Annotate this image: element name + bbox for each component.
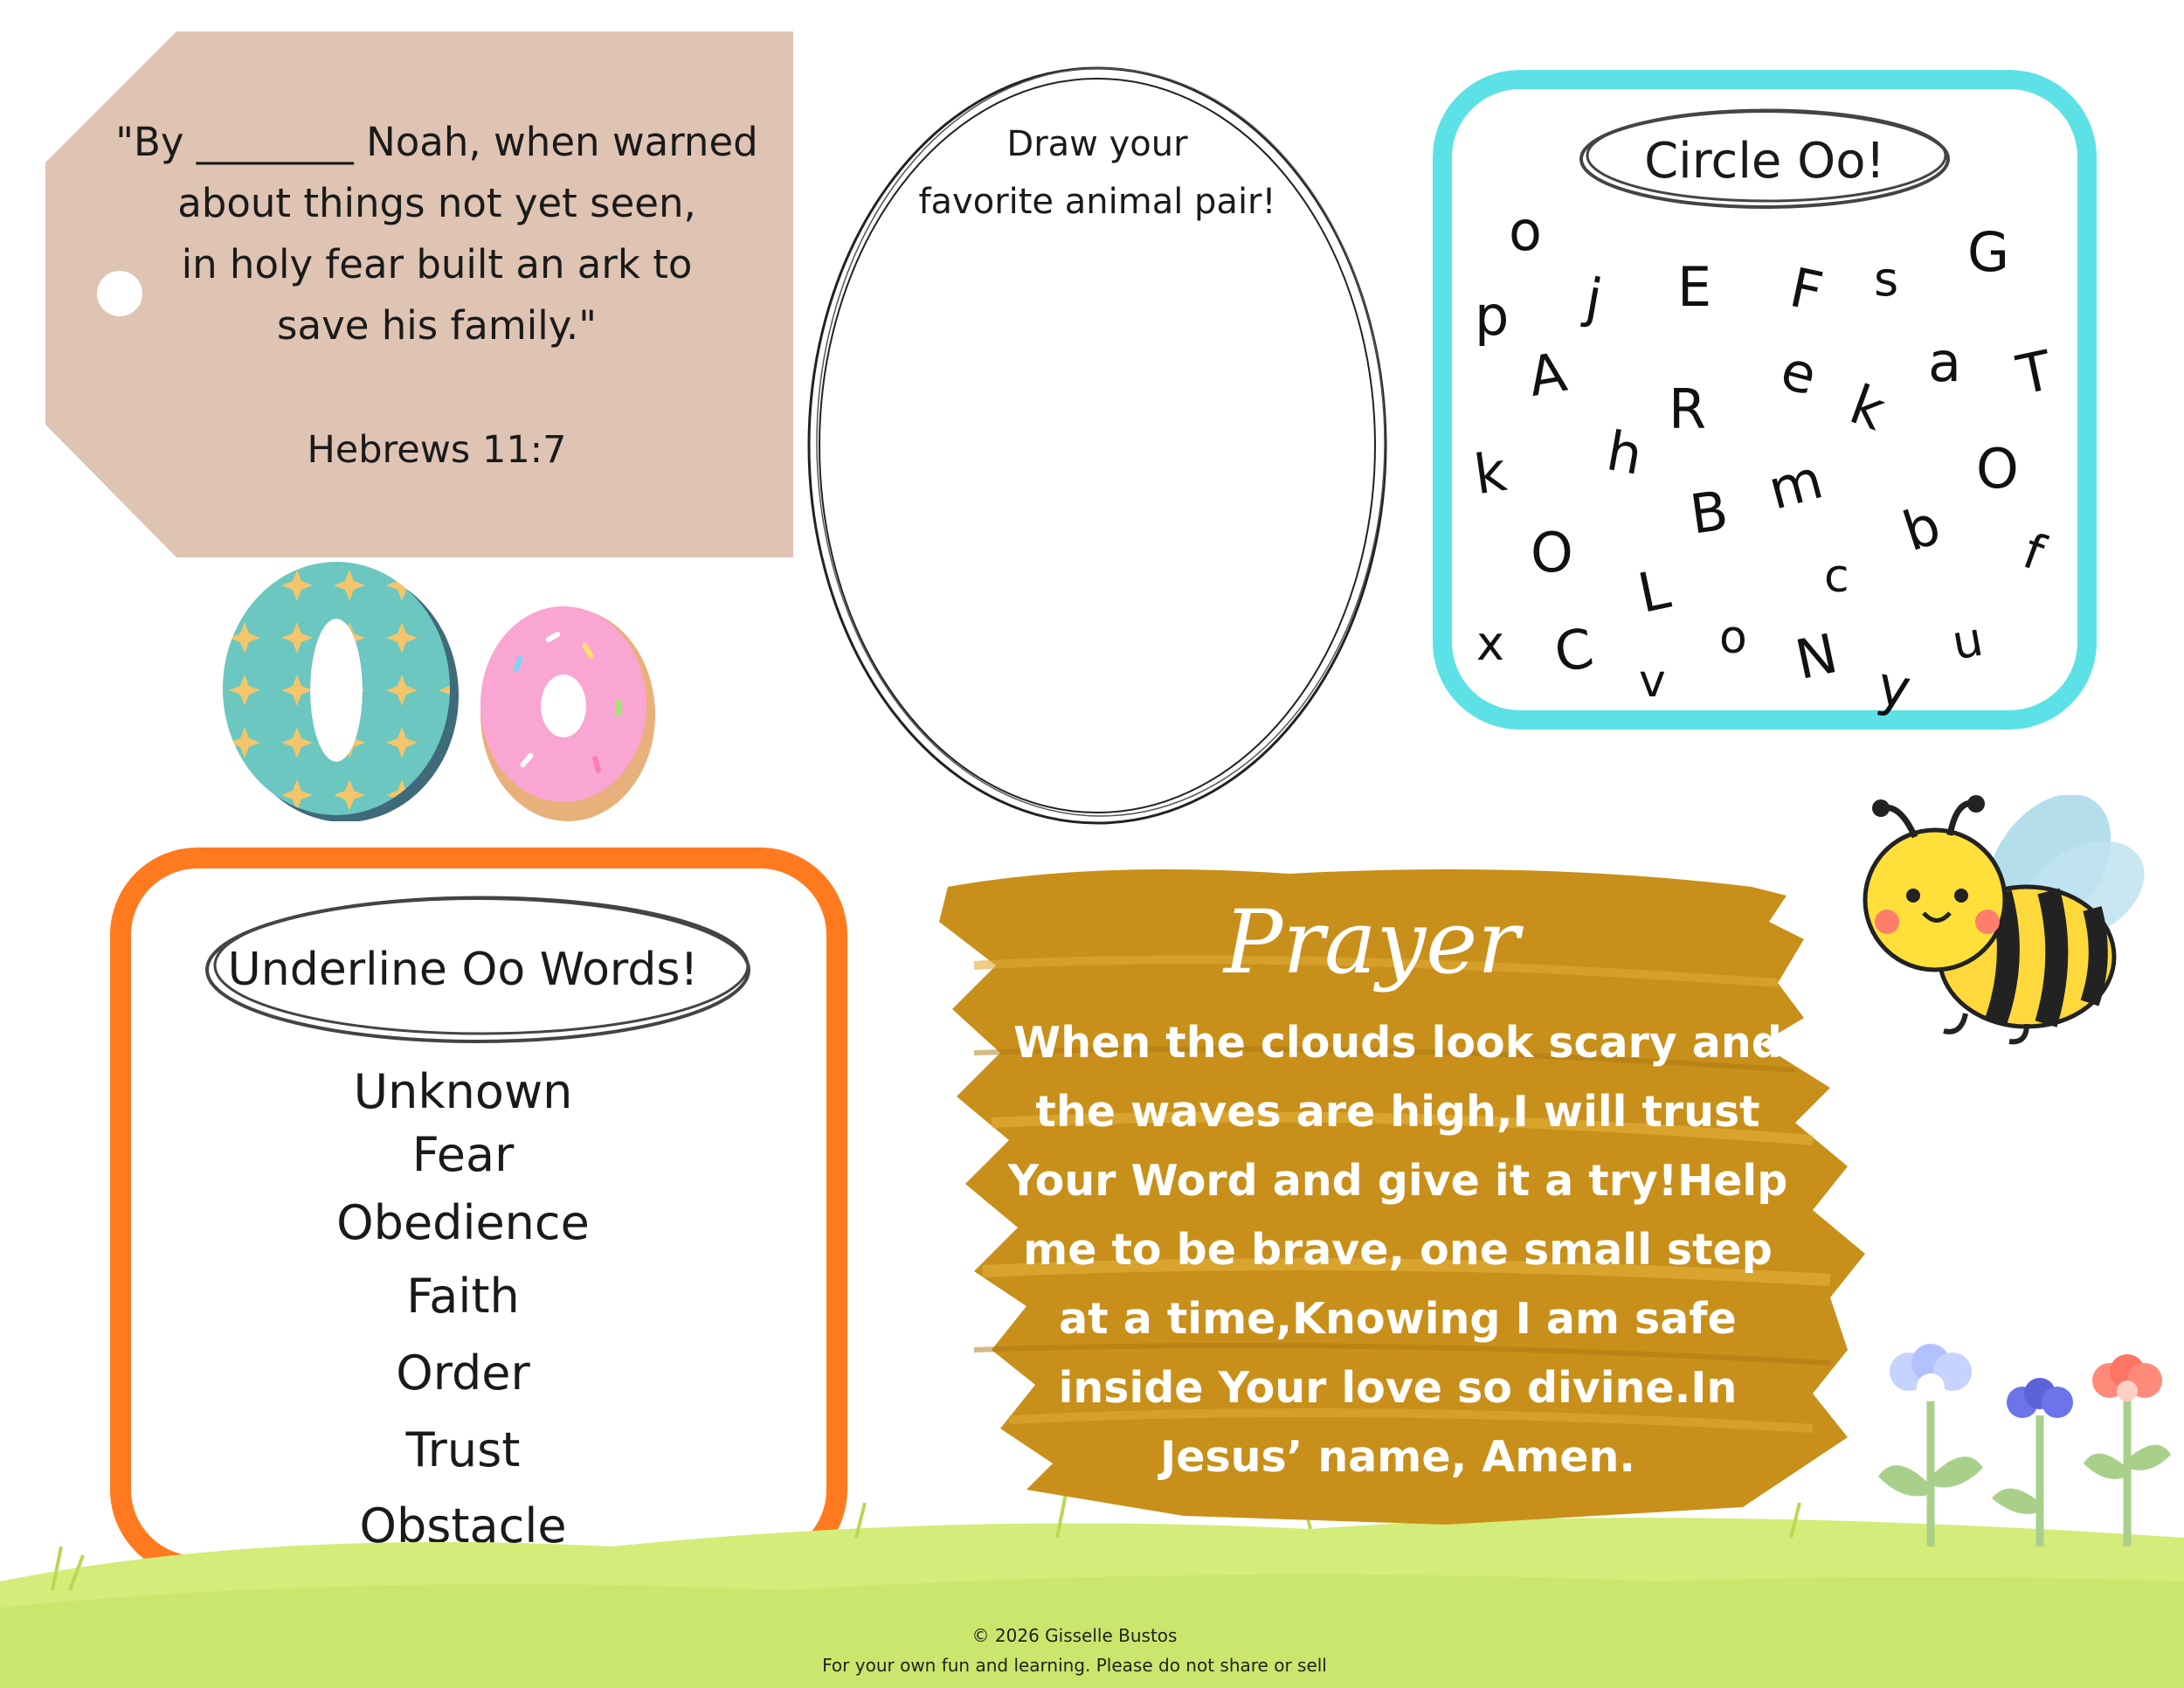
- letter[interactable]: C: [1549, 615, 1599, 686]
- flowers-icon: [1861, 1337, 2184, 1546]
- letter[interactable]: p: [1475, 284, 1510, 348]
- word-item[interactable]: Obstacle: [359, 1498, 567, 1553]
- word-item[interactable]: Obedience: [336, 1195, 590, 1250]
- drawing-oval[interactable]: [802, 61, 1393, 830]
- letter[interactable]: s: [1874, 252, 1899, 307]
- letter[interactable]: u: [1947, 611, 1987, 671]
- letter[interactable]: f: [2015, 522, 2052, 583]
- word-item[interactable]: Order: [396, 1346, 530, 1401]
- letter[interactable]: G: [1967, 220, 2010, 284]
- letter[interactable]: T: [2011, 337, 2058, 408]
- word-item[interactable]: Trust: [405, 1422, 521, 1477]
- word-item[interactable]: Unknown: [353, 1064, 573, 1119]
- prayer-line-6: inside Your love so divine.In: [1058, 1363, 1738, 1413]
- bee-icon: [1852, 795, 2149, 1048]
- prayer-title: Prayer: [1223, 891, 1520, 993]
- letter[interactable]: E: [1677, 255, 1712, 319]
- letter[interactable]: x: [1476, 616, 1504, 671]
- letter[interactable]: v: [1639, 655, 1666, 708]
- verse-line-4: save his family.": [277, 302, 597, 349]
- prayer-line-2: the waves are high,I will trust: [1035, 1087, 1760, 1137]
- word-item[interactable]: Faith: [406, 1269, 520, 1324]
- letter[interactable]: N: [1789, 620, 1843, 693]
- footer-notice: For your own fun and learning. Please do not share or sell: [822, 1655, 1327, 1676]
- letter[interactable]: R: [1669, 377, 1707, 441]
- word-item[interactable]: Fear: [411, 1127, 515, 1182]
- letter[interactable]: k: [1470, 439, 1510, 508]
- draw-prompt-line-1: Draw your: [1006, 124, 1188, 164]
- letter[interactable]: o: [1509, 199, 1542, 263]
- letter[interactable]: O: [1976, 437, 2019, 501]
- prayer-line-1: When the clouds look scary and: [1013, 1018, 1782, 1068]
- footer-copyright: © 2026 Gisselle Bustos: [971, 1625, 1178, 1646]
- circle-activity-title: Circle Oo!: [1644, 133, 1885, 190]
- letter[interactable]: b: [1895, 492, 1948, 564]
- prayer-line-5: at a time,Knowing I am safe: [1059, 1294, 1737, 1344]
- letter[interactable]: A: [1523, 339, 1572, 410]
- underline-activity-title: Underline Oo Words!: [227, 944, 699, 996]
- verse-line-3: in holy fear built an ark to: [181, 241, 693, 287]
- letter[interactable]: e: [1774, 337, 1823, 408]
- letter[interactable]: h: [1601, 419, 1648, 488]
- verse-line-2: about things not yet seen,: [177, 180, 696, 226]
- letter[interactable]: m: [1761, 446, 1829, 522]
- draw-prompt-line-2: favorite animal pair!: [918, 182, 1276, 222]
- prayer-line-7: Jesus’ name, Amen.: [1160, 1432, 1635, 1482]
- verse-reference: Hebrews 11:7: [307, 428, 567, 472]
- verse-tag: [45, 31, 793, 557]
- letter[interactable]: k: [1842, 372, 1894, 443]
- letter[interactable]: L: [1632, 557, 1676, 626]
- verse-line-1: "By ________ Noah, when warned: [115, 119, 758, 165]
- letter[interactable]: F: [1784, 255, 1828, 324]
- letter[interactable]: c: [1824, 550, 1849, 603]
- letter[interactable]: j: [1580, 266, 1607, 331]
- letter[interactable]: y: [1872, 653, 1916, 722]
- letter[interactable]: B: [1686, 478, 1732, 547]
- letter[interactable]: o: [1719, 612, 1747, 664]
- prayer-line-4: me to be brave, one small step: [1023, 1225, 1773, 1275]
- prayer-line-3: Your Word and give it a try!Help: [1007, 1156, 1788, 1206]
- big-O-letter-icon: [218, 559, 673, 821]
- letter[interactable]: a: [1928, 330, 1961, 394]
- letter[interactable]: O: [1531, 521, 1573, 585]
